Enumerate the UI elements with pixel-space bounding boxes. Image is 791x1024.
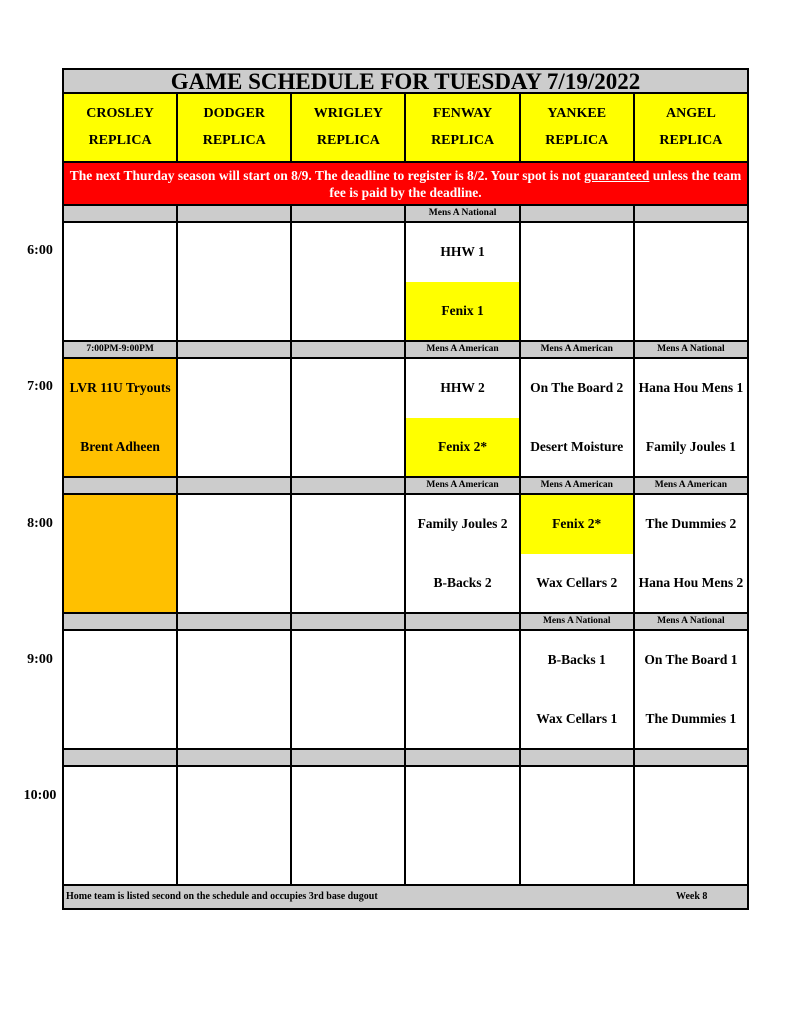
notice-banner <box>64 163 747 204</box>
game-cell <box>64 223 176 340</box>
team-bottom: Wax Cellars 2 <box>536 574 618 590</box>
game-cell <box>292 495 404 612</box>
game-cell <box>178 359 290 476</box>
game-cell <box>178 631 290 748</box>
team-bottom <box>406 826 518 885</box>
team-top <box>292 495 404 554</box>
division-label: 7:00PM-9:00PM <box>64 342 176 357</box>
team-top: HHW 1 <box>440 244 485 260</box>
team-top <box>521 767 633 826</box>
team-top <box>178 631 290 690</box>
game-cell <box>292 223 404 340</box>
team-top <box>64 631 176 690</box>
game-row <box>64 223 747 340</box>
division-label: Mens A National <box>406 206 518 221</box>
division-label <box>292 750 404 765</box>
time-label: 8:00 <box>27 515 53 531</box>
division-label <box>635 750 747 765</box>
team-bottom <box>178 418 290 477</box>
team-bottom <box>64 826 176 885</box>
game-cell <box>178 495 290 612</box>
field-header <box>521 94 633 161</box>
team-top <box>635 767 747 826</box>
game-cell <box>635 767 747 884</box>
team-top <box>178 495 290 554</box>
game-cell <box>64 359 176 476</box>
team-bottom <box>64 554 176 613</box>
team-top: B-Backs 1 <box>547 652 606 668</box>
division-label: Mens A American <box>521 342 633 357</box>
division-label <box>292 614 404 629</box>
time-label: 7:00 <box>27 379 53 395</box>
week-label: Week 8 <box>676 891 708 902</box>
game-cell <box>406 631 518 748</box>
division-label <box>521 206 633 221</box>
game-cell <box>292 631 404 748</box>
team-bottom <box>292 826 404 885</box>
field-header <box>292 94 404 161</box>
field-name: FENWAY <box>432 105 493 121</box>
time-label: 6:00 <box>27 243 53 258</box>
team-top <box>64 767 176 826</box>
game-cell <box>406 767 518 884</box>
team-top <box>292 631 404 690</box>
game-cell <box>521 495 633 612</box>
team-top <box>635 223 747 282</box>
team-top <box>521 223 633 282</box>
time-label: 9:00 <box>27 651 53 667</box>
team-bottom <box>406 690 518 749</box>
field-subtitle: REPLICA <box>659 133 723 149</box>
division-label: Mens A American <box>635 478 747 493</box>
team-top: On The Board 1 <box>644 652 738 668</box>
division-label <box>635 206 747 221</box>
division-label <box>64 750 176 765</box>
division-label-row <box>64 478 747 493</box>
division-label <box>178 342 290 357</box>
game-cell <box>635 631 747 748</box>
footer <box>64 886 747 908</box>
time-slots <box>64 206 747 884</box>
team-top: HHW 2 <box>440 380 485 396</box>
division-label <box>64 206 176 221</box>
division-label <box>178 206 290 221</box>
team-bottom <box>521 826 633 885</box>
team-bottom <box>292 282 404 341</box>
team-bottom: The Dummies 1 <box>645 710 737 726</box>
field-name: WRIGLEY <box>313 105 384 121</box>
game-cell <box>406 223 518 340</box>
game-cell <box>521 223 633 340</box>
team-bottom <box>292 554 404 613</box>
notice-underlined: guaranteed <box>584 168 650 183</box>
team-bottom <box>178 690 290 749</box>
game-row <box>64 359 747 476</box>
team-bottom: Wax Cellars 1 <box>536 710 618 726</box>
field-header <box>64 94 176 161</box>
field-name: ANGEL <box>666 105 716 121</box>
team-top <box>292 359 404 418</box>
team-bottom <box>64 690 176 749</box>
field-subtitle: REPLICA <box>431 133 495 149</box>
team-bottom: Family Joules 1 <box>645 438 736 454</box>
team-top: Family Joules 2 <box>417 516 508 532</box>
team-bottom: Desert Moisture <box>530 438 624 454</box>
team-top <box>178 767 290 826</box>
division-label <box>521 750 633 765</box>
division-label <box>406 750 518 765</box>
team-bottom: Brent Adheen <box>80 438 160 454</box>
field-header <box>635 94 747 161</box>
game-cell <box>521 359 633 476</box>
game-cell <box>178 223 290 340</box>
team-top <box>406 767 518 826</box>
team-top <box>178 223 290 282</box>
team-bottom: B-Backs 2 <box>433 574 492 590</box>
game-cell <box>64 495 176 612</box>
field-subtitle: REPLICA <box>202 133 266 149</box>
game-cell <box>406 359 518 476</box>
team-top <box>406 631 518 690</box>
team-bottom <box>521 282 633 341</box>
game-row <box>64 495 747 612</box>
field-header <box>178 94 290 161</box>
game-cell <box>64 767 176 884</box>
field-subtitle: REPLICA <box>545 133 609 149</box>
field-subtitle: REPLICA <box>316 133 380 149</box>
division-label <box>178 478 290 493</box>
team-top: Fenix 2* <box>521 495 633 554</box>
field-header-row <box>64 94 747 161</box>
team-bottom <box>178 826 290 885</box>
division-label: Mens A American <box>406 342 518 357</box>
schedule-table <box>62 68 749 910</box>
division-label <box>178 614 290 629</box>
team-bottom <box>292 418 404 477</box>
team-top <box>64 495 176 554</box>
team-bottom: Fenix 2* <box>406 418 518 477</box>
notice-text: The next Thurday season will start on 8/9. The deadline to register is 8/2. Your spot is not <box>69 168 585 183</box>
division-label <box>178 750 290 765</box>
team-top <box>292 767 404 826</box>
division-label <box>292 206 404 221</box>
division-label-row <box>64 342 747 357</box>
game-row <box>64 767 747 884</box>
division-label <box>406 614 518 629</box>
team-bottom <box>635 826 747 885</box>
team-top: LVR 11U Tryouts <box>69 380 171 396</box>
field-name: YANKEE <box>547 105 607 121</box>
game-cell <box>292 767 404 884</box>
game-cell <box>64 631 176 748</box>
team-top <box>292 223 404 282</box>
team-bottom: Fenix 1 <box>406 282 518 341</box>
field-header <box>406 94 518 161</box>
team-bottom <box>178 554 290 613</box>
time-label: 10:00 <box>23 788 57 804</box>
division-label: Mens A National <box>635 342 747 357</box>
team-top: On The Board 2 <box>530 380 624 396</box>
page-title: GAME SCHEDULE FOR TUESDAY 7/19/2022 <box>64 70 747 92</box>
team-bottom <box>292 690 404 749</box>
team-top: The Dummies 2 <box>645 516 737 532</box>
division-label <box>292 478 404 493</box>
field-subtitle: REPLICA <box>88 133 152 149</box>
footer-note: Home team is listed second on the schedule and occupies 3rd base dugout <box>66 891 378 902</box>
team-bottom <box>635 282 747 341</box>
division-label-row <box>64 614 747 629</box>
division-label <box>64 614 176 629</box>
division-label: Mens A National <box>521 614 633 629</box>
game-cell <box>178 767 290 884</box>
division-label: Mens A National <box>635 614 747 629</box>
game-row <box>64 631 747 748</box>
game-cell <box>521 767 633 884</box>
team-bottom: Hana Hou Mens 2 <box>638 574 744 590</box>
field-name: DODGER <box>203 105 265 121</box>
game-cell <box>406 495 518 612</box>
game-cell <box>635 359 747 476</box>
division-label: Mens A American <box>406 478 518 493</box>
notice-text-end: unless the team fee is paid by the deadline. <box>329 168 742 200</box>
team-top: Hana Hou Mens 1 <box>638 380 744 396</box>
team-bottom <box>64 282 176 341</box>
game-cell <box>521 631 633 748</box>
division-label <box>64 478 176 493</box>
game-cell <box>292 359 404 476</box>
game-cell <box>635 223 747 340</box>
division-label <box>292 342 404 357</box>
team-bottom <box>178 282 290 341</box>
team-top <box>64 223 176 282</box>
field-name: CROSLEY <box>86 105 154 121</box>
division-label-row <box>64 750 747 765</box>
game-cell <box>635 495 747 612</box>
team-top <box>178 359 290 418</box>
division-label-row <box>64 206 747 221</box>
division-label: Mens A American <box>521 478 633 493</box>
